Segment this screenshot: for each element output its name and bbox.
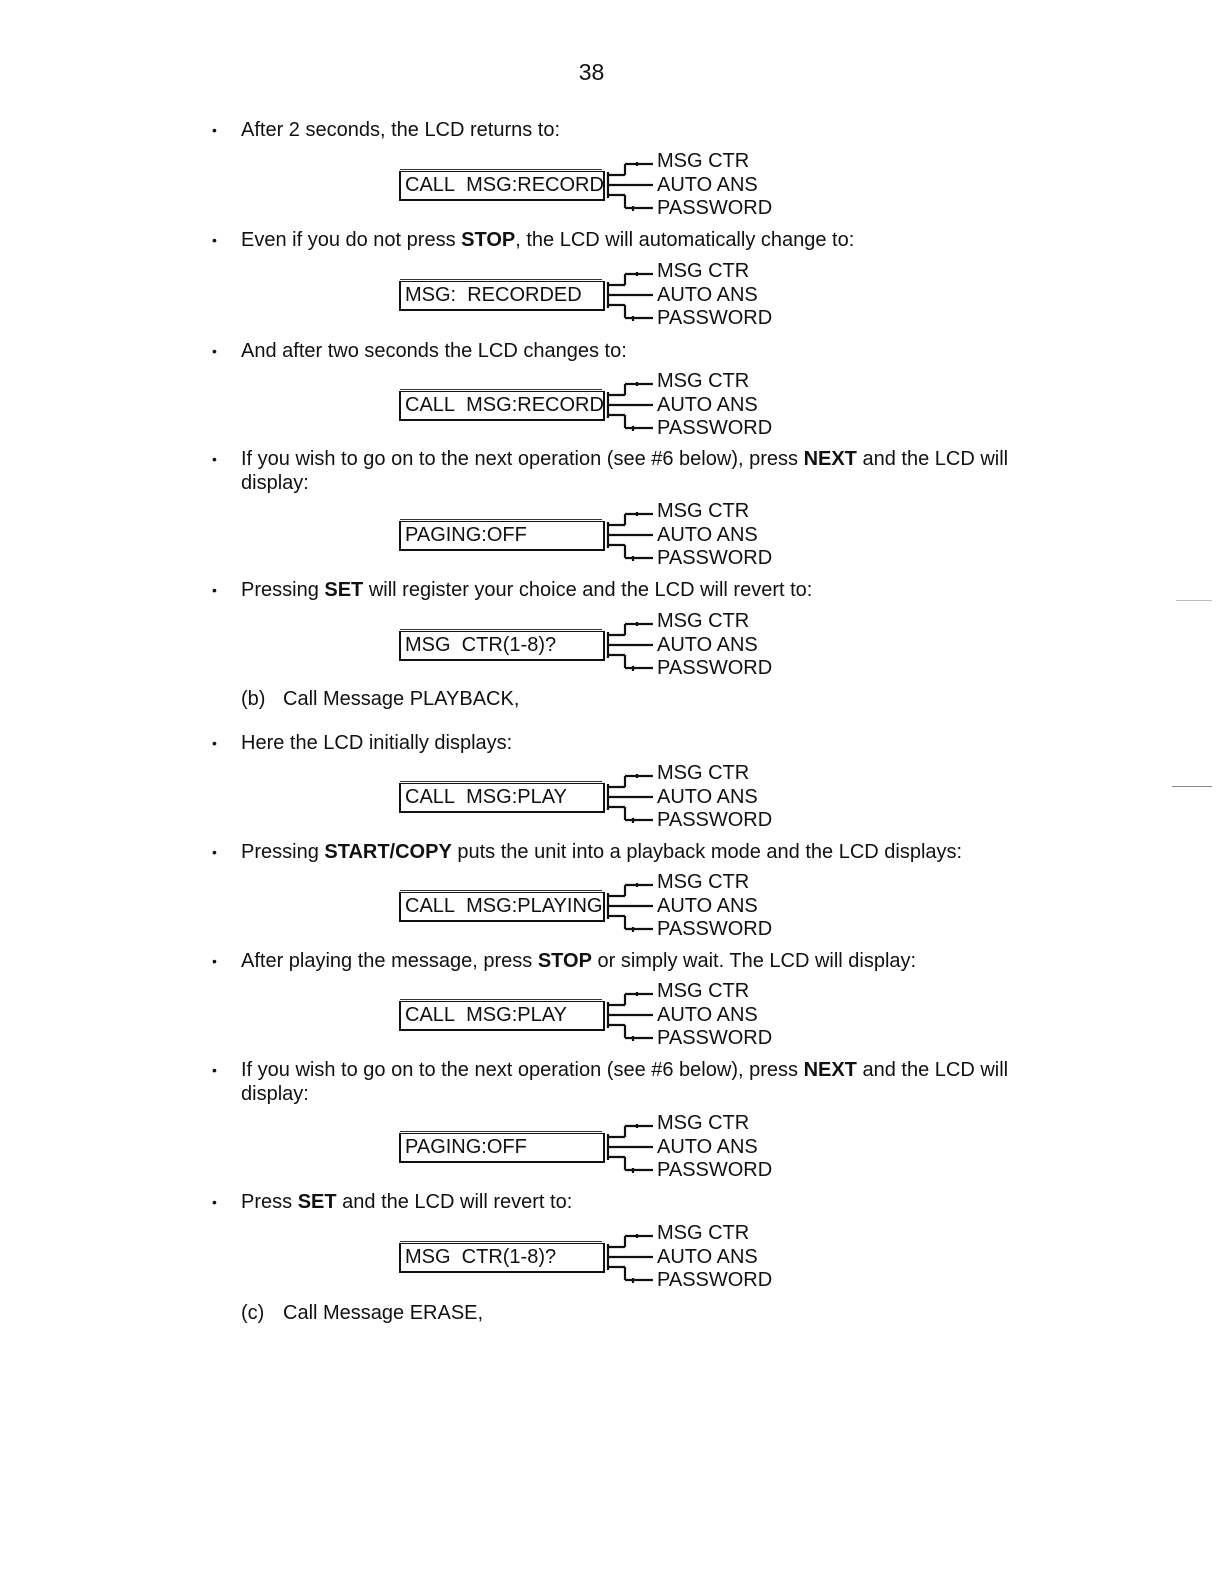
lcd-display <box>399 631 605 661</box>
menu-bracket <box>605 368 657 436</box>
bullet-paragraph <box>212 578 1031 602</box>
menu-option: MSG CTR <box>657 871 750 893</box>
menu-bracket <box>605 1220 657 1288</box>
menu-option: PASSWORD <box>657 918 773 940</box>
lcd-text: PAGING:OFF <box>405 524 527 546</box>
bullet-paragraph <box>212 118 1031 142</box>
lcd-diagram <box>399 978 789 1050</box>
menu-bracket <box>605 760 657 828</box>
subsection-heading <box>241 1301 483 1325</box>
menu-options <box>657 1222 772 1293</box>
menu-option: AUTO ANS <box>657 894 758 917</box>
menu-options <box>657 500 772 571</box>
lcd-text: MSG CTR(1-8)? <box>405 1246 557 1268</box>
menu-option: AUTO ANS <box>657 1135 758 1158</box>
margin-rule <box>1172 786 1212 787</box>
menu-option: MSG CTR <box>657 1222 750 1244</box>
lcd-top-edge <box>400 1131 602 1132</box>
bullet-paragraph <box>212 339 1031 363</box>
text-run: puts the unit into a playback mode and the LCD displays: <box>451 841 963 863</box>
menu-options <box>657 980 772 1051</box>
menu-option: AUTO ANS <box>657 1003 758 1026</box>
subsection-letter: (c) <box>241 1302 265 1324</box>
menu-option: MSG CTR <box>657 980 750 1002</box>
menu-option: MSG CTR <box>657 500 750 522</box>
bullet-paragraph <box>212 840 1031 864</box>
bullet-dot: • <box>212 122 217 138</box>
menu-option: PASSWORD <box>657 417 773 439</box>
subsection-letter: (b) <box>241 688 266 710</box>
bullet-dot: • <box>212 451 217 467</box>
menu-bracket <box>605 608 657 676</box>
bullet-paragraph <box>212 731 1031 755</box>
menu-option: MSG CTR <box>657 1112 750 1134</box>
text-run: And after two seconds the LCD changes to: <box>241 340 627 362</box>
menu-options <box>657 610 772 681</box>
lcd-diagram <box>399 498 789 570</box>
bullet-dot: • <box>212 844 217 860</box>
menu-bracket <box>605 869 657 937</box>
bullet-dot: • <box>212 953 217 969</box>
lcd-top-edge <box>400 1241 602 1242</box>
lcd-text: CALL MSG:PLAY <box>405 786 567 808</box>
bullet-dot: • <box>212 582 217 598</box>
key-name: NEXT <box>803 448 857 470</box>
menu-options <box>657 762 772 833</box>
text-run: Pressing <box>241 579 325 601</box>
menu-option: AUTO ANS <box>657 173 758 196</box>
menu-option: AUTO ANS <box>657 1245 758 1268</box>
lcd-text: PAGING:OFF <box>405 1136 527 1158</box>
menu-option: AUTO ANS <box>657 393 758 416</box>
menu-option: MSG CTR <box>657 260 750 282</box>
text-run: , the LCD will automatically change to: <box>515 229 855 251</box>
lcd-diagram <box>399 869 789 941</box>
lcd-text: MSG CTR(1-8)? <box>405 634 557 656</box>
bullet-paragraph <box>212 1190 1031 1214</box>
text-run: Even if you do not press <box>241 229 462 251</box>
lcd-display <box>399 783 605 813</box>
bullet-dot: • <box>212 232 217 248</box>
subsection-heading <box>241 687 519 711</box>
bullet-dot: • <box>212 735 217 751</box>
menu-bracket <box>605 148 657 216</box>
subsection-title: Call Message PLAYBACK, <box>283 688 520 710</box>
menu-option: AUTO ANS <box>657 633 758 656</box>
menu-option: PASSWORD <box>657 197 773 219</box>
text-run: will register your choice and the LCD will revert to: <box>363 579 813 601</box>
subsection-title: Call Message ERASE, <box>283 1302 484 1324</box>
bullet-paragraph <box>212 1058 1031 1106</box>
lcd-display <box>399 1243 605 1273</box>
lcd-top-edge <box>400 519 602 520</box>
menu-option: PASSWORD <box>657 1027 773 1049</box>
menu-options <box>657 871 772 942</box>
lcd-diagram <box>399 258 789 330</box>
text-run: Pressing <box>241 841 325 863</box>
menu-option: PASSWORD <box>657 547 773 569</box>
menu-options <box>657 1112 772 1183</box>
lcd-text: CALL MSG:RECORD <box>405 394 604 416</box>
menu-bracket <box>605 258 657 326</box>
lcd-top-edge <box>400 629 602 630</box>
lcd-display <box>399 521 605 551</box>
lcd-text: MSG: RECORDED <box>405 284 582 306</box>
key-name: NEXT <box>803 1059 857 1081</box>
menu-option: AUTO ANS <box>657 785 758 808</box>
menu-options <box>657 260 772 331</box>
text-run: and the LCD will revert to: <box>336 1191 573 1213</box>
lcd-display <box>399 281 605 311</box>
lcd-diagram <box>399 148 789 220</box>
text-run: After 2 seconds, the LCD returns to: <box>241 119 561 141</box>
lcd-text: CALL MSG:PLAY <box>405 1004 567 1026</box>
text-run: Here the LCD initially displays: <box>241 732 513 754</box>
key-name: START/COPY <box>324 841 452 863</box>
menu-option: PASSWORD <box>657 657 773 679</box>
key-name: SET <box>297 1191 337 1213</box>
bullet-paragraph <box>212 447 1031 495</box>
menu-bracket <box>605 498 657 566</box>
menu-option: PASSWORD <box>657 1159 773 1181</box>
text-run: After playing the message, press <box>241 950 538 972</box>
key-name: STOP <box>461 229 516 251</box>
lcd-diagram <box>399 760 789 832</box>
menu-option: AUTO ANS <box>657 283 758 306</box>
key-name: STOP <box>537 950 592 972</box>
lcd-diagram <box>399 608 789 680</box>
menu-option: PASSWORD <box>657 809 773 831</box>
text-run: and the LCD will display: <box>241 1059 1009 1105</box>
lcd-display <box>399 391 605 421</box>
lcd-display <box>399 892 605 922</box>
bullet-paragraph <box>212 228 1031 252</box>
menu-options <box>657 150 772 221</box>
menu-option: PASSWORD <box>657 307 773 329</box>
lcd-diagram <box>399 1220 789 1292</box>
lcd-text: CALL MSG:RECORD <box>405 174 604 196</box>
text-run: and the LCD will display: <box>241 448 1009 494</box>
lcd-top-edge <box>400 781 602 782</box>
lcd-top-edge <box>400 890 602 891</box>
bullet-dot: • <box>212 343 217 359</box>
menu-option: MSG CTR <box>657 150 750 172</box>
menu-options <box>657 370 772 441</box>
text-run: If you wish to go on to the next operation (see #6 below), press <box>241 1059 804 1081</box>
lcd-top-edge <box>400 169 602 170</box>
lcd-display <box>399 1001 605 1031</box>
margin-rule <box>1176 600 1212 601</box>
lcd-top-edge <box>400 999 602 1000</box>
menu-option: MSG CTR <box>657 610 750 632</box>
bullet-dot: • <box>212 1062 217 1078</box>
menu-option: MSG CTR <box>657 370 750 392</box>
lcd-diagram <box>399 1110 789 1182</box>
menu-option: PASSWORD <box>657 1269 773 1291</box>
bullet-paragraph <box>212 949 1031 973</box>
lcd-diagram <box>399 368 789 440</box>
lcd-display <box>399 1133 605 1163</box>
menu-option: AUTO ANS <box>657 523 758 546</box>
menu-option: MSG CTR <box>657 762 750 784</box>
page-number: 38 <box>578 59 605 85</box>
text-run: Press <box>241 1191 298 1213</box>
lcd-top-edge <box>400 279 602 280</box>
lcd-display <box>399 171 605 201</box>
text-run: If you wish to go on to the next operation (see #6 below), press <box>241 448 804 470</box>
menu-bracket <box>605 978 657 1046</box>
bullet-dot: • <box>212 1194 217 1210</box>
text-run: or simply wait. The LCD will display: <box>591 950 917 972</box>
lcd-top-edge <box>400 389 602 390</box>
key-name: SET <box>324 579 364 601</box>
lcd-text: CALL MSG:PLAYING <box>405 895 603 917</box>
menu-bracket <box>605 1110 657 1178</box>
